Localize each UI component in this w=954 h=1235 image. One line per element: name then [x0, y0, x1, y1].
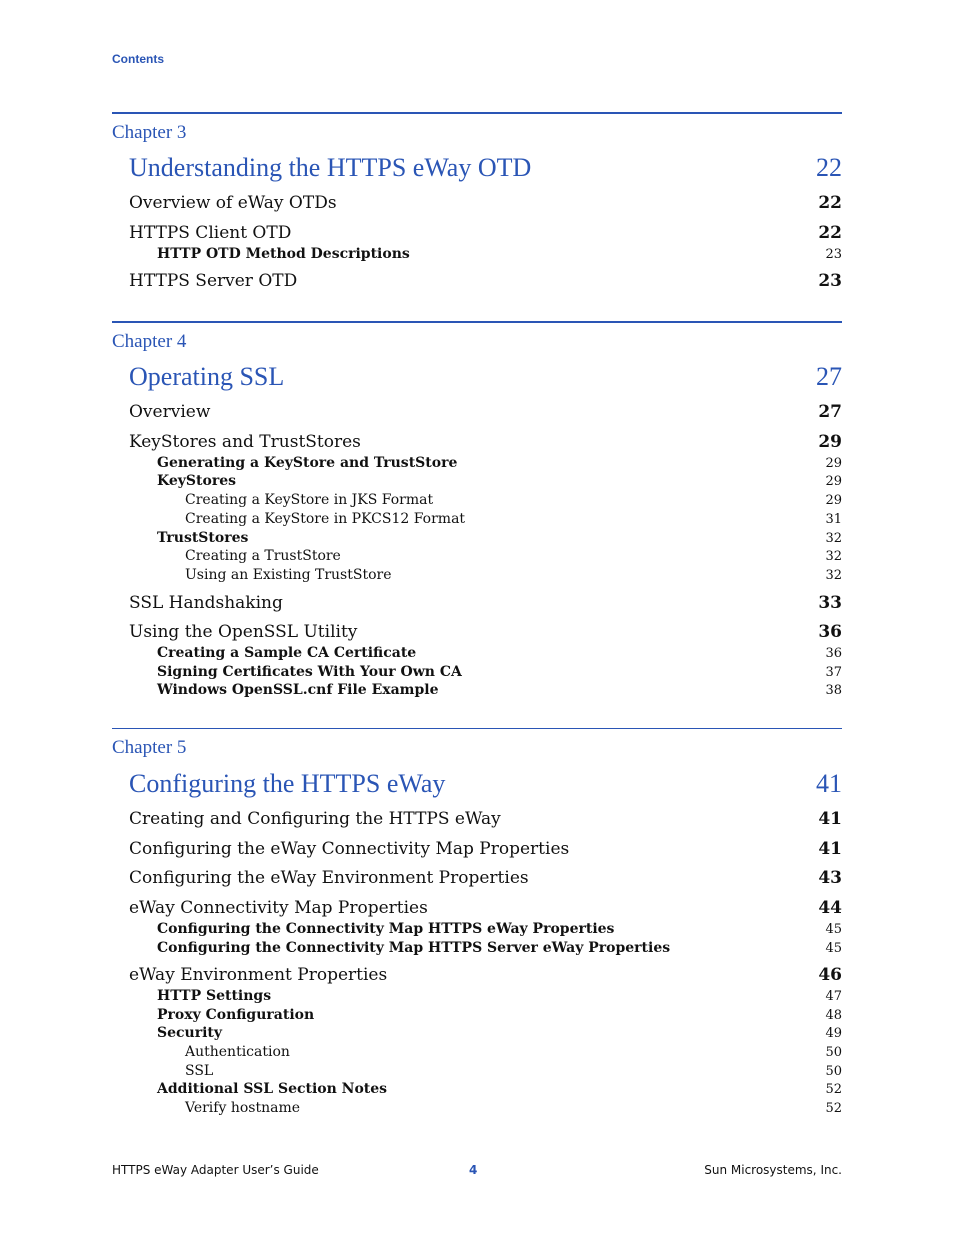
toc-entry[interactable]: [157, 645, 842, 661]
toc-entry[interactable]: [129, 223, 842, 243]
entry-text: Signing Certificates With Your Own CA: [157, 664, 462, 680]
entry-text: Security: [157, 1025, 223, 1041]
entry-text: Using the OpenSSL Utility: [129, 622, 358, 642]
chapter-label: Chapter 4: [112, 331, 187, 352]
entry-text: HTTPS Server OTD: [129, 271, 298, 291]
page-number: 45: [825, 922, 842, 937]
entry-text: Additional SSL Section Notes: [157, 1081, 388, 1097]
entry-text: HTTP OTD Method Descriptions: [157, 246, 410, 262]
running-header: Contents: [112, 52, 164, 66]
page-number: 36: [825, 646, 842, 661]
entry-text: Generating a KeyStore and TrustStore: [157, 455, 458, 471]
page-number: 32: [825, 531, 842, 546]
entry-text: Using an Existing TrustStore: [185, 567, 392, 583]
entry-text: Proxy Configuration: [157, 1007, 315, 1023]
page-number: 49: [825, 1026, 842, 1041]
entry-text: Configuring the eWay Connectivity Map Properties: [129, 839, 570, 859]
chapter-title: Configuring the HTTPS eWay: [129, 769, 446, 798]
entry-text: HTTP Settings: [157, 988, 272, 1004]
entry-text: SSL: [185, 1063, 214, 1079]
toc-entry[interactable]: [129, 898, 842, 918]
page-number: 44: [818, 898, 842, 918]
entry-text: eWay Connectivity Map Properties: [129, 898, 428, 918]
chapter-title: Operating SSL: [129, 362, 285, 391]
chapter-rule: [112, 112, 842, 114]
page-number: 50: [825, 1045, 842, 1060]
entry-text: Configuring the Connectivity Map HTTPS eWay Properties: [157, 921, 615, 937]
toc-entry[interactable]: [185, 548, 842, 564]
page-number: 45: [825, 941, 842, 956]
toc-entry[interactable]: [185, 1063, 842, 1079]
page-number: 22: [818, 193, 842, 213]
toc-entry[interactable]: [157, 530, 842, 546]
toc-entry[interactable]: [157, 1025, 842, 1041]
page-number: 27: [818, 402, 842, 422]
toc-entry[interactable]: [157, 246, 842, 262]
page-number: 50: [825, 1064, 842, 1079]
page-number: 43: [818, 868, 842, 888]
page-number: 41: [818, 839, 842, 859]
page-number: 22: [818, 223, 842, 243]
entry-text: TrustStores: [157, 530, 249, 546]
page-number: 52: [825, 1101, 842, 1116]
toc-entry[interactable]: [129, 271, 842, 291]
entry-text: Windows OpenSSL.cnf File Example: [157, 682, 439, 698]
entry-text: SSL Handshaking: [129, 593, 283, 613]
toc-entry[interactable]: [157, 473, 842, 489]
entry-text: Authentication: [185, 1044, 290, 1060]
page-number: 48: [825, 1008, 842, 1023]
page-number: 32: [825, 549, 842, 564]
entry-text: HTTPS Client OTD: [129, 223, 292, 243]
entry-text: Creating and Configuring the HTTPS eWay: [129, 809, 501, 829]
toc-entry[interactable]: [185, 492, 842, 508]
entry-text: Creating a KeyStore in PKCS12 Format: [185, 511, 466, 527]
chapter-rule: [112, 321, 842, 323]
toc-entry[interactable]: [185, 567, 842, 583]
entry-text: Verify hostname: [185, 1100, 301, 1116]
footer-company: Sun Microsystems, Inc.: [704, 1163, 842, 1177]
page-number: 41: [816, 769, 842, 798]
toc-entry[interactable]: [157, 988, 842, 1004]
entry-text: Creating a KeyStore in JKS Format: [185, 492, 434, 508]
toc-entry[interactable]: [129, 593, 842, 613]
page-number: 38: [825, 683, 842, 698]
page-number: 23: [818, 271, 842, 291]
footer-guide-title: HTTPS eWay Adapter User’s Guide: [112, 1163, 319, 1177]
toc-entry[interactable]: [157, 682, 842, 698]
toc-entry[interactable]: [129, 402, 842, 422]
chapter-title-entry[interactable]: [129, 362, 842, 392]
toc-entry[interactable]: [185, 1044, 842, 1060]
page-number: 52: [825, 1082, 842, 1097]
toc-entry[interactable]: [129, 432, 842, 452]
toc-entry[interactable]: [157, 455, 842, 471]
toc-entry[interactable]: [129, 622, 842, 642]
page-number: 27: [816, 362, 842, 391]
entry-text: Creating a Sample CA Certificate: [157, 645, 417, 661]
footer-page-number: 4: [469, 1163, 478, 1177]
page-number: 46: [818, 965, 842, 985]
page-number: 29: [825, 456, 842, 471]
page-number: 22: [816, 153, 842, 182]
toc-entry[interactable]: [129, 809, 842, 829]
toc-entry[interactable]: [157, 1081, 842, 1097]
entry-text: eWay Environment Properties: [129, 965, 388, 985]
entry-text: Overview of eWay OTDs: [129, 193, 337, 213]
entry-text: Configuring the Connectivity Map HTTPS Server eWay Properties: [157, 940, 671, 956]
toc-entry[interactable]: [185, 511, 842, 527]
entry-text: Configuring the eWay Environment Properties: [129, 868, 529, 888]
page-number: 37: [825, 665, 842, 680]
chapter-label: Chapter 5: [112, 737, 187, 758]
page-number: 31: [825, 512, 842, 527]
page-number: 47: [825, 989, 842, 1004]
page-number: 29: [825, 493, 842, 508]
entry-text: KeyStores: [157, 473, 236, 489]
chapter-rule: [112, 728, 842, 729]
toc-entry[interactable]: [129, 839, 842, 859]
toc-entry[interactable]: [129, 868, 842, 888]
toc-entry[interactable]: [129, 965, 842, 985]
page-number: 32: [825, 568, 842, 583]
toc-entry[interactable]: [157, 940, 842, 956]
page-number: 29: [825, 474, 842, 489]
chapter-title-entry[interactable]: [129, 769, 842, 799]
chapter-label: Chapter 3: [112, 122, 187, 143]
page-number: 29: [818, 432, 842, 452]
toc-entry[interactable]: [157, 664, 842, 680]
entry-text: KeyStores and TrustStores: [129, 432, 361, 452]
chapter-title-entry[interactable]: [129, 153, 842, 183]
page-number: 33: [818, 593, 842, 613]
page-number: 41: [818, 809, 842, 829]
entry-text: Overview: [129, 402, 211, 422]
toc-entry[interactable]: [157, 921, 842, 937]
page-number: 23: [825, 247, 842, 262]
toc-entry[interactable]: [157, 1007, 842, 1023]
chapter-title: Understanding the HTTPS eWay OTD: [129, 153, 532, 182]
entry-text: Creating a TrustStore: [185, 548, 341, 564]
toc-entry[interactable]: [129, 193, 842, 213]
toc-entry[interactable]: [185, 1100, 842, 1116]
page-number: 36: [818, 622, 842, 642]
